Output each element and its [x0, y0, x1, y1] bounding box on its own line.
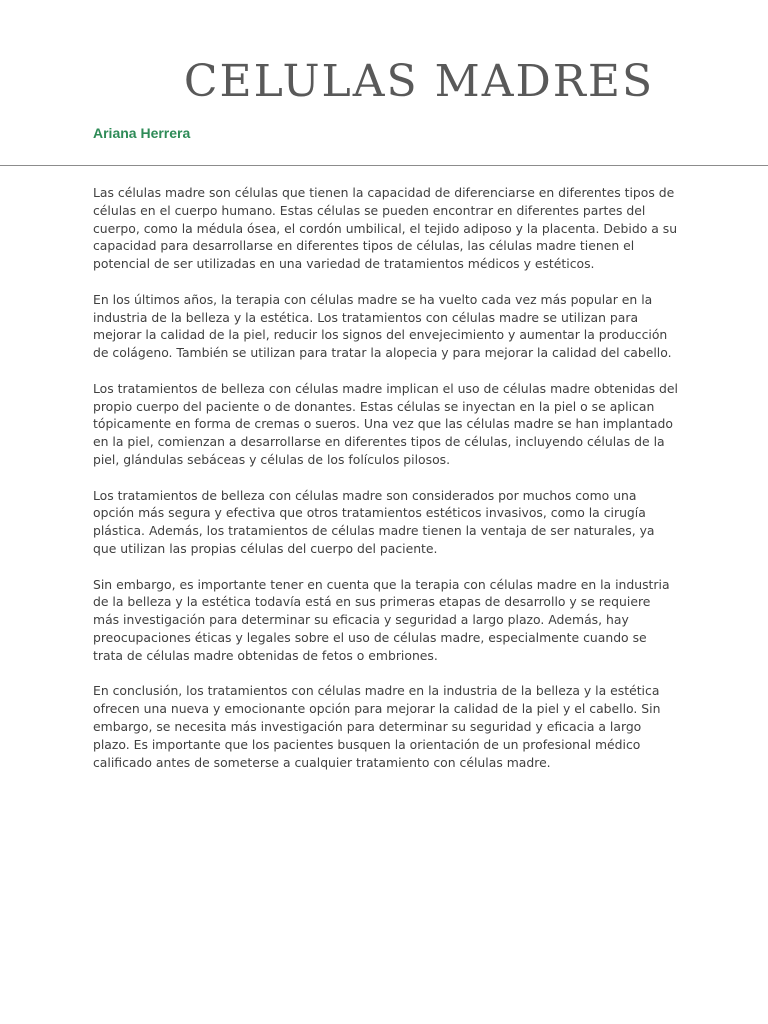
- paragraph: Las células madre son células que tienen la capacidad de diferenciarse en diferentes tipos de células en el cuerpo humano. Estas células se pueden encontrar en diferentes partes del cuerpo, como la médula ósea, el cordón umbilical, el tejido adiposo y la placenta. Debido a su capacidad para desarrollarse en diferentes tipos de células, las células madre tienen el potencial de ser utilizadas en una variedad de tratamientos médicos y estéticos.: [93, 185, 678, 272]
- document-body: [93, 184, 678, 789]
- author-name: Ariana Herrera: [93, 125, 191, 141]
- paragraph: Los tratamientos de belleza con células madre son considerados por muchos como una opción más segura y efectiva que otros tratamientos estéticos invasivos, como la cirugía plástica. Además, los tratamientos de células madre tienen la ventaja de ser naturales, ya que utilizan las propias células del cuerpo del paciente.: [93, 487, 655, 556]
- header-divider: [0, 165, 768, 166]
- document-title: CELULAS MADRES: [183, 56, 655, 107]
- paragraph: Los tratamientos de belleza con células madre implican el uso de células madre obtenidas del propio cuerpo del paciente o de donantes. Estas células se inyectan en la piel o se aplican tópicamente en forma de cremas o sueros. Una vez que las células madre se han implantado en la piel, comienzan a desarrollarse en diferentes tipos de células, incluyendo células de la piel, glándulas sebáceas y células de los folículos pilosos.: [93, 380, 678, 467]
- paragraph: En los últimos años, la terapia con células madre se ha vuelto cada vez más popular en la industria de la belleza y la estética. Los tratamientos con células madre se utilizan para mejorar la calidad de la piel, reducir los signos del envejecimiento y aumentar la producción de colágeno. También se utilizan para tratar la alopecia y para mejorar la calidad del cabello.: [93, 291, 672, 361]
- paragraph: En conclusión, los tratamientos con células madre en la industria de la belleza y la estética ofrecen una nueva y emocionante opción para mejorar la calidad de la piel y el cabello. Sin embargo, se necesita más investigación para determinar su seguridad y eficacia a largo plazo. Es importante que los pacientes busquen la orientación de un profesional médico calificado antes de someterse a cualquier tratamiento con células madre.: [93, 683, 661, 770]
- paragraph: Sin embargo, es importante tener en cuenta que la terapia con células madre en la industria de la belleza y la estética todavía está en sus primeras etapas de desarrollo y se requiere más investigación para determinar su eficacia y seguridad a largo plazo. Además, hay preocupaciones éticas y legales sobre el uso de células madre, especialmente cuando se trata de células madre obtenidas de fetos o embriones.: [93, 576, 670, 663]
